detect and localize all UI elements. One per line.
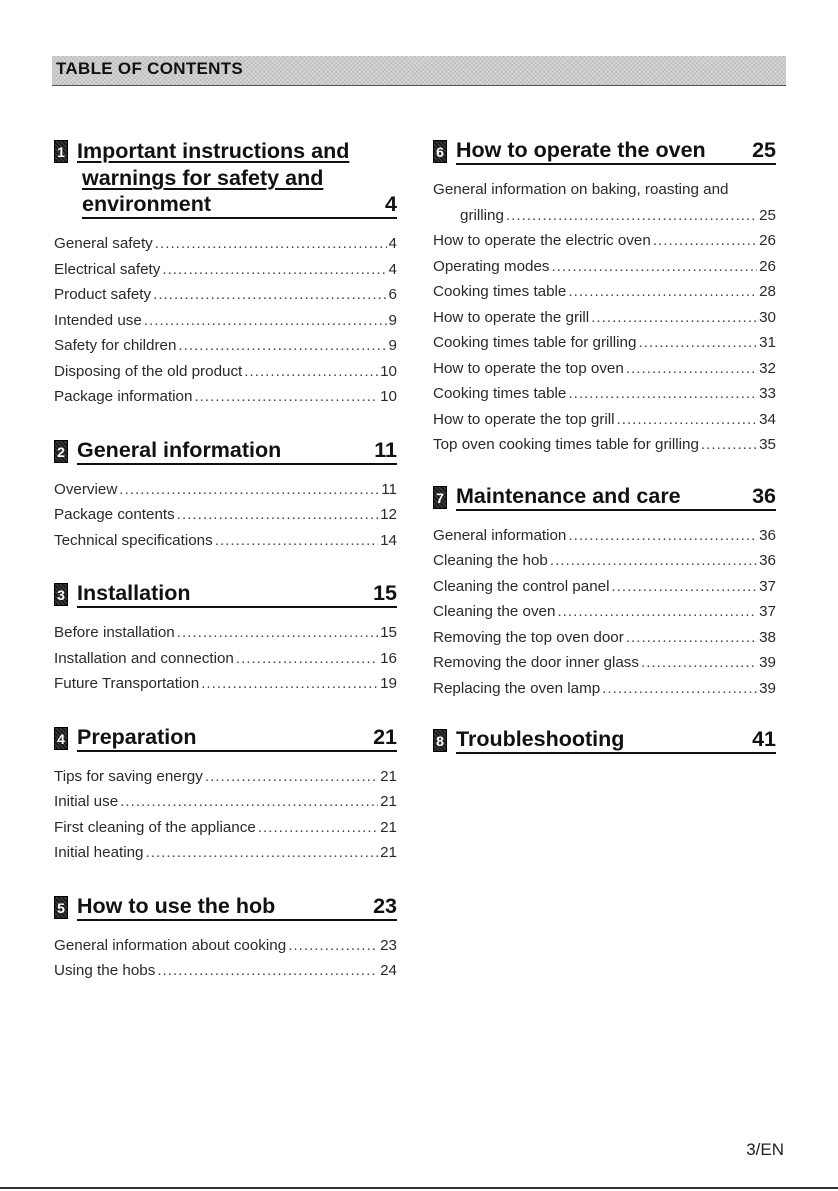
toc-entry-label: Technical specifications	[54, 531, 213, 549]
toc-entry[interactable]	[433, 330, 776, 356]
dot-leader	[178, 333, 386, 359]
toc-entry[interactable]	[433, 279, 776, 305]
toc-entry-page: 21	[380, 767, 397, 785]
toc-entry-label: Initial use	[54, 793, 119, 810]
toc-entry-label: Initial heating	[54, 844, 144, 861]
section-entries	[433, 523, 776, 702]
dot-leader	[550, 548, 757, 574]
section-number-badge: 2	[54, 440, 68, 463]
toc-entry-page: 25	[759, 206, 776, 224]
toc-entry-page: 9	[388, 337, 397, 354]
toc-entry[interactable]	[54, 815, 397, 841]
section-title-wrap	[77, 894, 397, 921]
toc-entry[interactable]	[54, 308, 397, 334]
dot-leader	[215, 528, 378, 554]
dot-leader	[120, 789, 378, 815]
dot-leader	[146, 840, 379, 866]
dot-leader	[177, 620, 378, 646]
toc-entry-label: How to operate the grill	[433, 308, 590, 326]
section-title-text: Installation	[77, 581, 191, 605]
toc-entry-page: 21	[380, 844, 397, 861]
section-title-text: Important instructions and	[77, 139, 350, 163]
section-page-number: 4	[385, 192, 397, 216]
toc-entry-page: 23	[380, 936, 397, 954]
toc-entry[interactable]	[54, 933, 397, 959]
toc-entry-page: 12	[380, 506, 397, 523]
toc-entry[interactable]	[54, 231, 397, 257]
toc-entry-page: 37	[759, 577, 776, 595]
toc-entry-label: General information on baking, roasting and	[433, 181, 729, 198]
toc-entry[interactable]	[433, 407, 776, 433]
toc-entry-page: 24	[380, 962, 397, 979]
toc-entry-page: 15	[380, 624, 397, 641]
toc-entry-label: Using the hobs	[54, 962, 156, 979]
section-page-number: 25	[752, 138, 776, 162]
toc-entry-page: 28	[759, 283, 776, 300]
toc-entry-label: Operating modes	[433, 257, 550, 275]
section-title-line	[456, 484, 776, 511]
toc-entry[interactable]	[54, 359, 397, 385]
dot-leader	[155, 231, 387, 257]
dot-leader	[244, 359, 378, 385]
toc-entry-page: 14	[380, 531, 397, 549]
toc-header-title: TABLE OF CONTENTS	[56, 59, 244, 78]
toc-entry-label: Removing the top oven door	[433, 628, 624, 646]
dot-leader	[157, 958, 378, 984]
section-title-line	[456, 138, 776, 165]
toc-entry-label: How to operate the top grill	[433, 410, 615, 428]
section-entries	[54, 477, 397, 554]
toc-entry[interactable]	[54, 840, 397, 866]
dot-leader	[258, 815, 378, 841]
toc-entry-page: 19	[380, 675, 397, 692]
toc-entry-page: 9	[388, 311, 397, 329]
toc-entry-line[interactable]	[433, 177, 776, 203]
dot-leader	[617, 407, 758, 433]
page-number: 3/EN	[746, 1140, 784, 1159]
dot-leader	[568, 381, 757, 407]
dot-leader	[638, 330, 757, 356]
section-number-badge: 4	[54, 727, 68, 750]
toc-entry-label: Before installation	[54, 624, 175, 641]
toc-entry[interactable]	[54, 333, 397, 359]
section-title-wrap	[77, 438, 397, 465]
toc-entry[interactable]	[54, 671, 397, 697]
toc-entry[interactable]	[433, 228, 776, 254]
toc-entry[interactable]	[433, 381, 776, 407]
toc-section-7	[433, 484, 776, 702]
dot-leader	[626, 625, 757, 651]
section-title-line	[82, 165, 397, 192]
toc-section-3	[54, 581, 397, 697]
toc-entry-page: 26	[759, 232, 776, 249]
toc-entry-page: 35	[759, 436, 776, 453]
section-page-number: 11	[374, 437, 397, 462]
toc-entry[interactable]	[433, 574, 776, 600]
section-title-line	[82, 192, 397, 219]
section-title-wrap	[77, 725, 397, 752]
section-heading[interactable]	[433, 138, 776, 165]
toc-section-1	[54, 138, 397, 410]
toc-entry-page: 21	[380, 793, 397, 810]
section-number-badge: 8	[433, 729, 447, 752]
toc-entry-page: 31	[759, 334, 776, 351]
toc-entry[interactable]	[54, 620, 397, 646]
section-number-badge: 7	[433, 486, 447, 509]
toc-entry[interactable]	[433, 676, 776, 702]
section-title-line	[77, 581, 397, 608]
dot-leader	[162, 257, 386, 283]
toc-entry[interactable]	[54, 646, 397, 672]
dot-leader	[653, 228, 757, 254]
toc-column-left	[54, 138, 397, 1012]
toc-section-2	[54, 438, 397, 554]
toc-entry[interactable]	[433, 625, 776, 651]
toc-section-5	[54, 894, 397, 984]
section-title-wrap	[456, 484, 776, 511]
toc-entry-page: 10	[380, 362, 397, 380]
toc-entry-label: First cleaning of the appliance	[54, 818, 256, 836]
toc-entry[interactable]	[54, 764, 397, 790]
toc-entry-label: Intended use	[54, 311, 142, 329]
toc-column-right	[433, 138, 776, 780]
section-title-line	[456, 727, 776, 754]
section-heading[interactable]	[54, 894, 397, 921]
toc-entry-label: Removing the door inner glass	[433, 654, 639, 671]
section-heading[interactable]	[433, 727, 776, 754]
toc-entry-label: Cleaning the control panel	[433, 577, 610, 595]
toc-entry-label: Cooking times table	[433, 385, 567, 402]
toc-entry-label: Tips for saving energy	[54, 767, 203, 785]
section-title-text: Troubleshooting	[456, 727, 625, 751]
section-title-wrap	[77, 581, 397, 608]
dot-leader	[641, 650, 757, 676]
toc-entry-page: 11	[381, 480, 397, 498]
section-heading[interactable]	[54, 138, 397, 219]
toc-section-6	[433, 138, 776, 458]
section-page-number: 23	[373, 893, 397, 918]
section-title-text: environment	[82, 192, 212, 216]
toc-entry-label: Electrical safety	[54, 260, 161, 278]
toc-entry-label: Cooking times table for grilling	[433, 334, 637, 351]
section-title-text: General information	[77, 437, 282, 462]
toc-entry-page: 30	[759, 308, 776, 326]
section-heading[interactable]	[54, 438, 397, 465]
toc-entry[interactable]	[433, 599, 776, 625]
toc-entry[interactable]	[433, 356, 776, 382]
toc-entry-label: How to operate the electric oven	[433, 232, 651, 249]
toc-entry[interactable]	[54, 502, 397, 528]
section-number-badge: 6	[433, 140, 447, 163]
dot-leader	[626, 356, 757, 382]
dot-leader	[288, 933, 378, 959]
toc-section-4	[54, 725, 397, 866]
toc-section-8	[433, 727, 776, 754]
toc-entry-label: General information about cooking	[54, 936, 287, 954]
toc-entry-label: Disposing of the old product	[54, 362, 243, 380]
dot-leader	[611, 574, 757, 600]
section-page-number: 15	[373, 581, 397, 605]
section-title-text: warnings for safety and	[82, 166, 324, 190]
section-title-line	[77, 725, 397, 752]
dot-leader	[153, 282, 386, 308]
toc-entry[interactable]	[433, 650, 776, 676]
dot-leader	[591, 305, 757, 331]
section-page-number: 41	[752, 727, 776, 751]
toc-header-bar	[52, 56, 786, 86]
section-page-number: 36	[752, 483, 776, 508]
section-heading[interactable]	[54, 581, 397, 608]
dot-leader	[701, 432, 757, 458]
toc-entry-label: Replacing the oven lamp	[433, 679, 601, 697]
section-entries	[433, 177, 776, 458]
toc-entry-page: 21	[380, 818, 397, 836]
toc-entry-page: 10	[380, 388, 397, 405]
toc-entry-page: 38	[759, 628, 776, 646]
toc-entry-label: Overview	[54, 480, 118, 498]
section-heading[interactable]	[54, 725, 397, 752]
dot-leader	[205, 764, 378, 790]
section-number-badge: 5	[54, 896, 68, 919]
toc-entry-label: Cleaning the hob	[433, 552, 548, 569]
toc-entry-label: Installation and connection	[54, 649, 234, 667]
toc-entry-page: 34	[759, 410, 776, 428]
toc-entry[interactable]	[433, 432, 776, 458]
toc-entry[interactable]	[433, 523, 776, 549]
section-title-text: Preparation	[77, 724, 197, 749]
toc-entry-label: Safety for children	[54, 337, 177, 354]
section-number-badge: 1	[54, 140, 68, 163]
section-title-text: How to use the hob	[77, 893, 276, 918]
dot-leader	[177, 502, 378, 528]
dot-leader	[236, 646, 378, 672]
toc-entry[interactable]	[54, 257, 397, 283]
dot-leader	[119, 477, 379, 503]
dot-leader	[506, 203, 757, 229]
section-title-text: How to operate the oven	[456, 138, 706, 162]
dot-leader	[568, 523, 757, 549]
toc-entry-label: Product safety	[54, 286, 152, 303]
toc-entry-label: Package contents	[54, 506, 175, 523]
toc-entry-label: General safety	[54, 235, 153, 252]
toc-entry-page: 39	[759, 654, 776, 671]
section-title-line	[77, 894, 397, 921]
toc-entry-page: 32	[759, 359, 776, 377]
section-page-number: 21	[373, 724, 397, 749]
toc-entry-page: 39	[759, 679, 776, 697]
toc-entry-label: Future Transportation	[54, 675, 200, 692]
section-heading[interactable]	[433, 484, 776, 511]
toc-entry[interactable]	[54, 528, 397, 554]
toc-entry-page: 26	[759, 257, 776, 275]
section-number-badge: 3	[54, 583, 68, 606]
dot-leader	[602, 676, 757, 702]
toc-entry-label: Cooking times table	[433, 283, 567, 300]
toc-entry-page: 33	[759, 385, 776, 402]
dot-leader	[568, 279, 757, 305]
dot-leader	[557, 599, 757, 625]
section-entries	[54, 231, 397, 410]
toc-entry[interactable]	[433, 305, 776, 331]
section-title-wrap	[456, 727, 776, 754]
section-title-wrap	[456, 138, 776, 165]
toc-entry-label: Top oven cooking times table for grilling	[433, 436, 699, 453]
toc-entry-page: 36	[759, 526, 776, 544]
toc-entry-label: General information	[433, 526, 567, 544]
toc-entry-page: 4	[388, 260, 397, 278]
section-title-line	[77, 138, 397, 165]
section-entries	[54, 933, 397, 984]
toc-entry-label: Package information	[54, 388, 193, 405]
toc-entry-page: 4	[388, 235, 397, 252]
toc-entry-page: 37	[759, 603, 776, 620]
bottom-rule	[0, 1187, 838, 1189]
dot-leader	[144, 308, 387, 334]
toc-entry-label: grilling	[460, 206, 504, 224]
toc-entry[interactable]	[433, 203, 776, 229]
section-entries	[54, 620, 397, 697]
toc-entry[interactable]	[54, 789, 397, 815]
dot-leader	[201, 671, 378, 697]
toc-entry[interactable]	[433, 548, 776, 574]
toc-entry-label: How to operate the top oven	[433, 359, 624, 377]
section-title-text: Maintenance and care	[456, 483, 681, 508]
toc-entry[interactable]	[54, 282, 397, 308]
toc-entry[interactable]	[54, 477, 397, 503]
toc-entry-page: 6	[388, 286, 397, 303]
section-title-wrap	[77, 138, 397, 219]
dot-leader	[552, 254, 758, 280]
toc-entry-label: Cleaning the oven	[433, 603, 556, 620]
toc-entry[interactable]	[54, 958, 397, 984]
toc-entry[interactable]	[54, 384, 397, 410]
section-title-line	[77, 438, 397, 465]
toc-entry[interactable]	[433, 254, 776, 280]
toc-entry-page: 36	[759, 552, 776, 569]
section-entries	[54, 764, 397, 866]
dot-leader	[194, 384, 378, 410]
toc-entry-page: 16	[380, 649, 397, 667]
